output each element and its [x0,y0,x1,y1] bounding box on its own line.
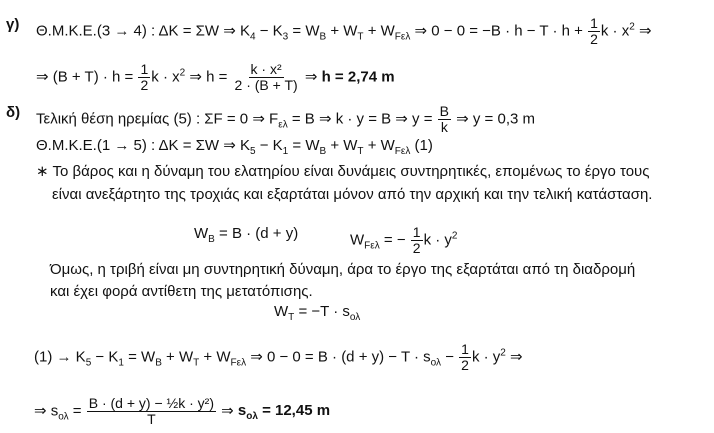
eq-friction-work: $W_T = -T \cdot s_{o\lambda}$ [274,303,361,323]
note-conservative-forces-1: ∗ Το βάρος και η δύναμη του ελατηρίου είναι δυνάμεις συντηρητικές, επομένως το έργο τους [36,163,650,180]
result-h: h = 2,74 m [321,68,395,86]
gamma-solve-h-line: ⇒ (B + T) · h = $\frac{1}{2}$ $k \cdot x^2$ ⇒ h = $\frac{\text{k · x²}}{2 \cdot (B + T)}$ ⇒ h = 2,74 m [36,61,395,93]
eq-spring-work: $W_{F\varepsilon\lambda}$ = − $\frac{1}{2}$ $k \cdot y^2$ [350,224,458,256]
fraction-s-formula: $\frac{\text{B · (d + y) − ½k · y²)}}{T}$ [88,395,214,427]
note-friction-1: Όμως, η τριβή είναι μη συντηρητική δύναμη, άρα το έργο της εξαρτάται από τη διαδρομή [50,261,636,278]
note-conservative-forces-2: είναι ανεξάρτητο της τροχιάς και εξαρτάται μόνον από την αρχική και την τελική κατάσταση. [52,186,653,203]
delta-work-energy-line: Θ.Μ.Κ.Ε.(1 → 5) : ΔK = ΣW ⇒ $K_5 - K_1 = W_B + W_T + W_{F\varepsilon\lambda}$ (1) [36,137,433,157]
fraction-one-half: $\frac{1}{2}$ [140,61,149,93]
eq-weight-work: $W_B = B \cdot (d + y)$ [194,225,299,245]
part-gamma-label: γ) [6,16,20,33]
delta-result-line: ⇒ $s_{o\lambda}$ = $\frac{\text{B · (d + y) − ½k · y²)}}{T}$ ⇒ $s_{o\lambda} = 12,45$ m [34,395,331,427]
fraction-one-half: $\frac{1}{2}$ [412,224,421,256]
gamma-work-energy-line-1: Θ.Μ.Κ.Ε.(3 → 4) : ΔK = ΣW ⇒ $K_4 - K_3 = W_B + W_T + W_{F\varepsilon\lambda}$ ⇒ 0 − 0 = −B · h − T · h + $\frac{1}{2}$ $k \cdot x^2$ ⇒ [36,15,652,47]
fraction-h-formula: $\frac{\text{k · x²}}{2 \cdot (B + T)}$ [234,61,298,93]
delta-substitution-line: $(1) \to K_5 - K_1 = W_B + W_T + W_{F\varepsilon\lambda}$ ⇒ $0 - 0 = B \cdot (d + y) - T \cdot s_{o\lambda}$ − $\frac{1}{2}$ $k \cdot y^2$ ⇒ [34,341,523,373]
fraction-one-half: $\frac{1}{2}$ [461,341,469,373]
note-friction-2: και έχει φορά αντίθετη της μετατόπισης. [50,283,313,300]
part-delta-label: δ) [6,104,21,121]
delta-equilibrium-line: Τελική θέση ηρεμίας (5) : ΣF = 0 ⇒ $F_{\varepsilon\lambda} = B$ ⇒ k · y = B ⇒ y = $\frac{B}{k}$ ⇒ y = 0,3 m [36,103,535,135]
fraction-one-half: $\frac{1}{2}$ [590,15,598,47]
fraction-b-over-k: $\frac{B}{k}$ [439,103,449,135]
result-s: $s_{o\lambda} = 12,45$ m [237,402,331,423]
